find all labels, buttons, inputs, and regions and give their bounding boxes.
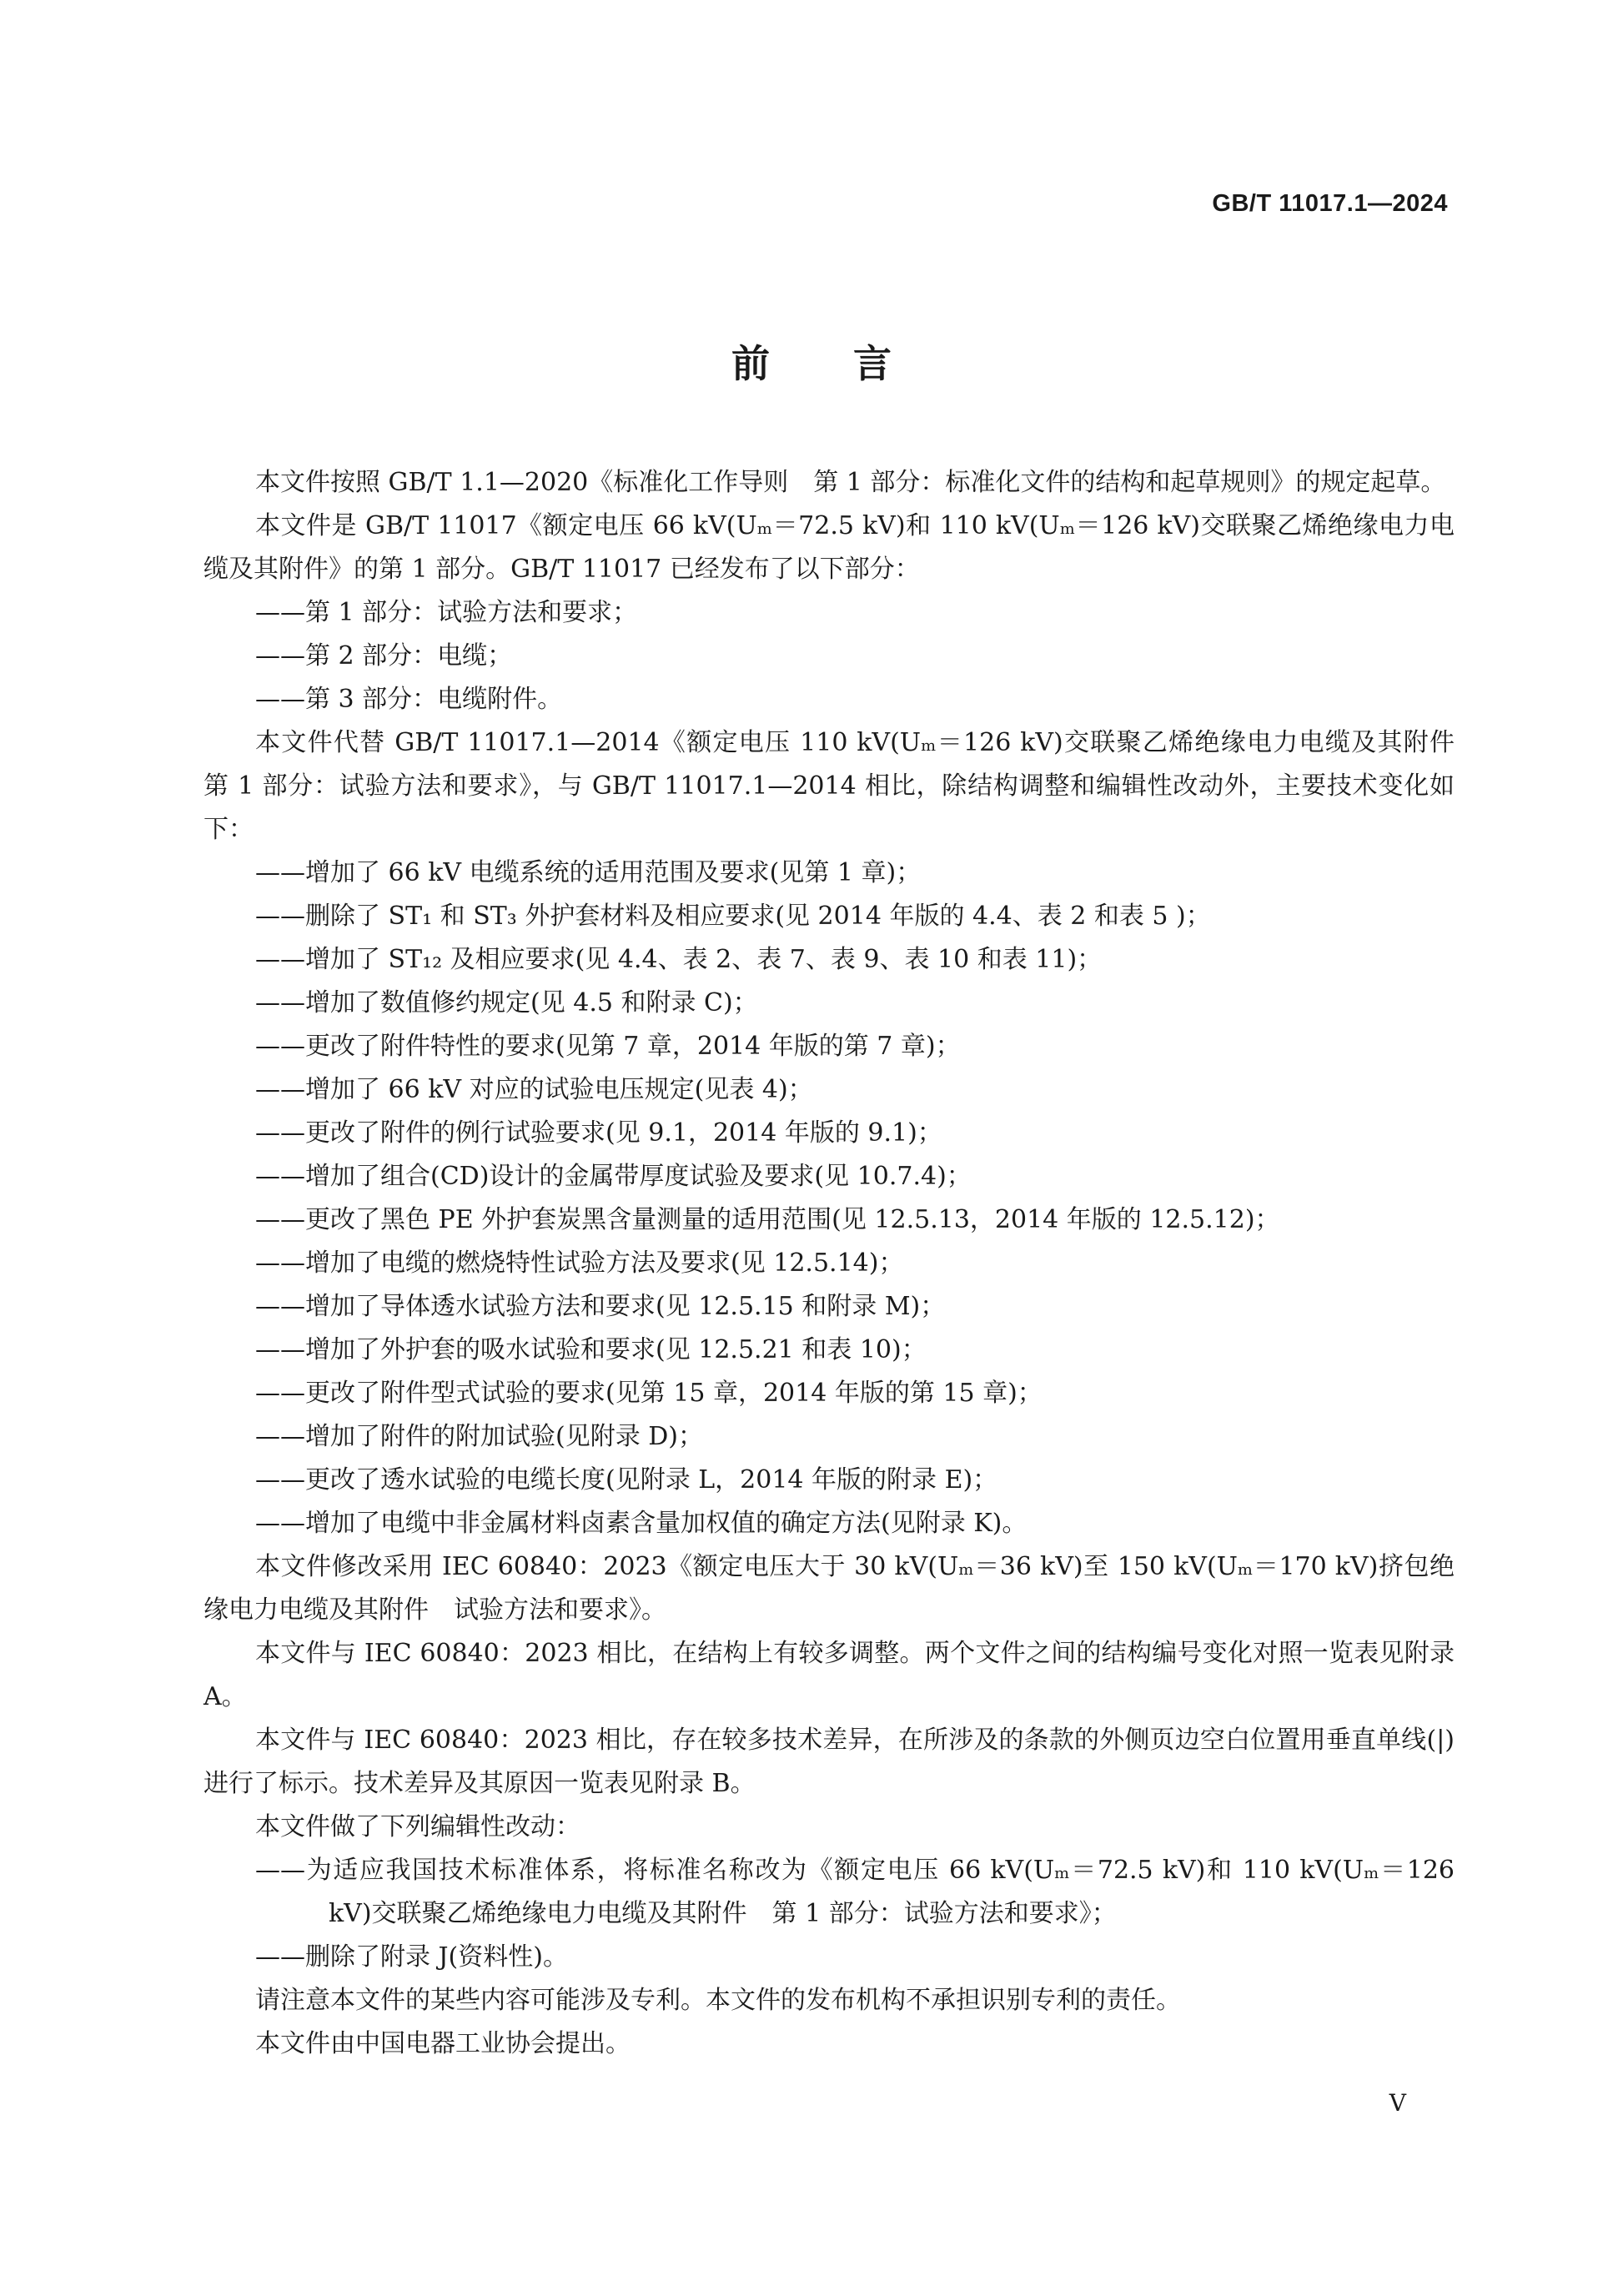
list-item: ——增加了外护套的吸水试验和要求(见 12.5.21 和表 10)； bbox=[255, 1335, 927, 1364]
paragraph: 本文件由中国电器工业协会提出。 bbox=[255, 2029, 631, 2058]
paragraph: 本文件是 GB/T 11017《额定电压 66 kV(Uₘ＝72.5 kV)和 110 kV(Uₘ＝126 kV)交联聚乙烯绝缘电力电缆及其附件》的第 1 部分。GB/T 11017 已经发布了以下部分： bbox=[204, 511, 1455, 584]
paragraph: 本文件代替 GB/T 11017.1—2014《额定电压 110 kV(Uₘ＝126 kV)交联聚乙烯绝缘电力电缆及其附件 第 1 部分：试验方法和要求》，与 GB/T 11017.1—2014 相比，除结构调整和编辑性改动外，主要技术变化如下： bbox=[204, 728, 1480, 844]
list-item: ——增加了附件的附加试验(见附录 D)； bbox=[255, 1422, 703, 1451]
list-item: ——增加了 66 kV 电缆系统的适用范围及要求(见第 1 章)； bbox=[255, 858, 922, 887]
paragraph: 本文件与 IEC 60840：2023 相比，存在较多技术差异，在所涉及的条款的外侧页边空白位置用垂直单线(|)进行了标示。技术差异及其原因一览表见附录 B。 bbox=[204, 1726, 1455, 1798]
list-item: ——更改了黑色 PE 外护套炭黑含量测量的适用范围(见 12.5.13，2014 年版的 12.5.12)； bbox=[255, 1205, 1280, 1234]
list-item: ——增加了组合(CD)设计的金属带厚度试验及要求(见 10.7.4)； bbox=[255, 1162, 972, 1191]
list-item: ——增加了 66 kV 对应的试验电压规定(见表 4)； bbox=[255, 1075, 813, 1104]
list-item: ——第 1 部分：试验方法和要求； bbox=[255, 598, 638, 627]
paragraph: 请注意本文件的某些内容可能涉及专利。本文件的发布机构不承担识别专利的责任。 bbox=[255, 1986, 1181, 2015]
paragraph: 本文件按照 GB/T 1.1—2020《标准化工作导则 第 1 部分：标准化文件的结构和起草规则》的规定起草。 bbox=[255, 468, 1446, 497]
page-title: 前言 bbox=[731, 341, 975, 386]
list-item: ——增加了电缆中非金属材料卤素含量加权值的确定方法(见附录 K)。 bbox=[255, 1509, 1028, 1538]
paragraph: 本文件做了下列编辑性改动： bbox=[255, 1812, 580, 1841]
list-item: ——增加了数值修约规定(见 4.5 和附录 C)； bbox=[255, 988, 758, 1017]
list-item: ——更改了附件特性的要求(见第 7 章，2014 年版的第 7 章)； bbox=[255, 1032, 961, 1061]
list-item: ——更改了透水试验的电缆长度(见附录 L，2014 年版的附录 E)； bbox=[255, 1465, 998, 1495]
list-item: ——删除了 ST₁ 和 ST₃ 外护套材料及相应要求(见 2014 年版的 4.4、表 2 和表 5 )； bbox=[255, 902, 1211, 931]
document-body bbox=[204, 461, 1480, 2066]
list-item: ——增加了 ST₁₂ 及相应要求(见 4.4、表 2、表 7、表 9、表 10 和表 11)； bbox=[255, 945, 1103, 974]
standard-code: GB/T 11017.1—2024 bbox=[1212, 190, 1448, 217]
paragraph: 本文件与 IEC 60840：2023 相比，在结构上有较多调整。两个文件之间的结构编号变化对照一览表见附录 A。 bbox=[204, 1639, 1455, 1711]
list-item: ——增加了电缆的燃烧特性试验方法及要求(见 12.5.14)； bbox=[255, 1248, 904, 1278]
list-item: ——第 2 部分：电缆； bbox=[255, 641, 513, 671]
list-item: ——删除了附录 J(资料性)。 bbox=[255, 1942, 568, 1972]
list-item: ——更改了附件型式试验的要求(见第 15 章，2014 年版的第 15 章)； bbox=[255, 1379, 1043, 1408]
list-item: ——为适应我国技术标准体系，将标准名称改为《额定电压 66 kV(Uₘ＝72.5 kV)和 110 kV(Uₘ＝126 kV)交联聚乙烯绝缘电力电缆及其附件 第 1 部分：试验方法和要求》； bbox=[255, 1856, 1455, 1928]
list-item: ——增加了导体透水试验方法和要求(见 12.5.15 和附录 M)； bbox=[255, 1292, 946, 1321]
page-number: V bbox=[1389, 2089, 1406, 2117]
list-item: ——第 3 部分：电缆附件。 bbox=[255, 685, 563, 714]
list-item: ——更改了附件的例行试验要求(见 9.1，2014 年版的 9.1)； bbox=[255, 1118, 942, 1148]
paragraph: 本文件修改采用 IEC 60840：2023《额定电压大于 30 kV(Uₘ＝36 kV)至 150 kV(Uₘ＝170 kV)挤包绝缘电力电缆及其附件 试验方法和要求》。 bbox=[204, 1552, 1455, 1625]
